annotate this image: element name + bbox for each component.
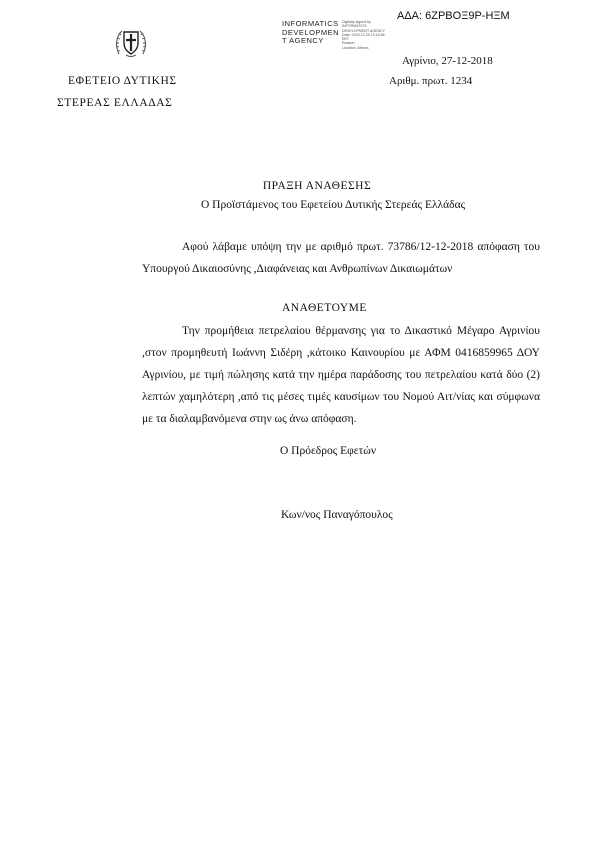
paragraph-assignment: Την προμήθεια πετρελαίου θέρμανσης για το Δικαστικό Μέγαρο Αγρινίου ,στον προμηθευτή Ιωάννη Σιδέρη ,κάτοικο Καινουρίου με ΑΦΜ 0416859965 ΔΟΥ Αγρινίου, με τιμή πώλησης κατά την ημέρα παράδοσης του πετρελαίου κατά δύο (2) λεπτών χαμηλότερη ,από τις μέσες τιμές καυσίμων του Νομού Αιτ/νίας και σύμφωνα με τα διαλαμβανόμενα στην ως άνω απόφαση. (142, 325, 540, 425)
authority-name-line-1: ΕΦΕΤΕΙΟ ΔΥΤΙΚΗΣ (68, 75, 177, 87)
signatory-name: Κων/νος Παναγόπουλος (281, 509, 393, 521)
ida-logo (282, 20, 342, 46)
ida-logo-line: DEVELOPMEN (282, 27, 340, 37)
greek-coat-of-arms-icon (113, 24, 149, 60)
authority-name-line-2: ΣΤΕΡΕΑΣ ΕΛΛΑΔΑΣ (57, 97, 173, 109)
protocol-number: Αριθμ. πρωτ. 1234 (389, 75, 473, 87)
ida-logo-line: T AGENCY (282, 36, 324, 45)
signature-detail-line: EET (342, 37, 349, 42)
signature-detail-line: Reason: (342, 41, 356, 46)
place-date: Αγρίνιο, 27-12-2018 (402, 55, 493, 67)
signature-detail-line: Date: 2018.12.28 13:18:56 (342, 32, 385, 37)
ida-signature-details (342, 20, 402, 50)
signature-detail-line: Digitally signed by (342, 20, 371, 24)
signature-detail-line: INFORMATICS (342, 24, 367, 29)
signatory-title: Ο Πρόεδρος Εφετών (280, 445, 377, 457)
paragraph-reference: Αφού λάβαμε υπόψη την με αριθμό πρωτ. 73786/12-12-2018 απόφαση του Υπουργού Δικαιοσύνης ,Διαφάνειας και Ανθρωπίνων Δικαιωμάτων (142, 241, 540, 275)
signature-detail-line: DEVELOPMENT AGENCY (342, 28, 386, 33)
document-subtitle: Ο Προϊστάμενος του Εφετείου Δυτικής Στερεάς Ελλάδας (201, 199, 466, 211)
ida-logo-line: INFORMATICS (282, 19, 339, 28)
document-title: ΠΡΑΞΗ ΑΝΑΘΕΣΗΣ (262, 180, 372, 192)
signature-detail-line: Location: Athens (342, 45, 369, 50)
ada-code: ΑΔΑ: 6ΖΡΒΟΞ9Ρ-ΗΞΜ (397, 10, 510, 22)
section-heading: ΑΝΑΘΕΤΟΥΜΕ (282, 302, 367, 314)
